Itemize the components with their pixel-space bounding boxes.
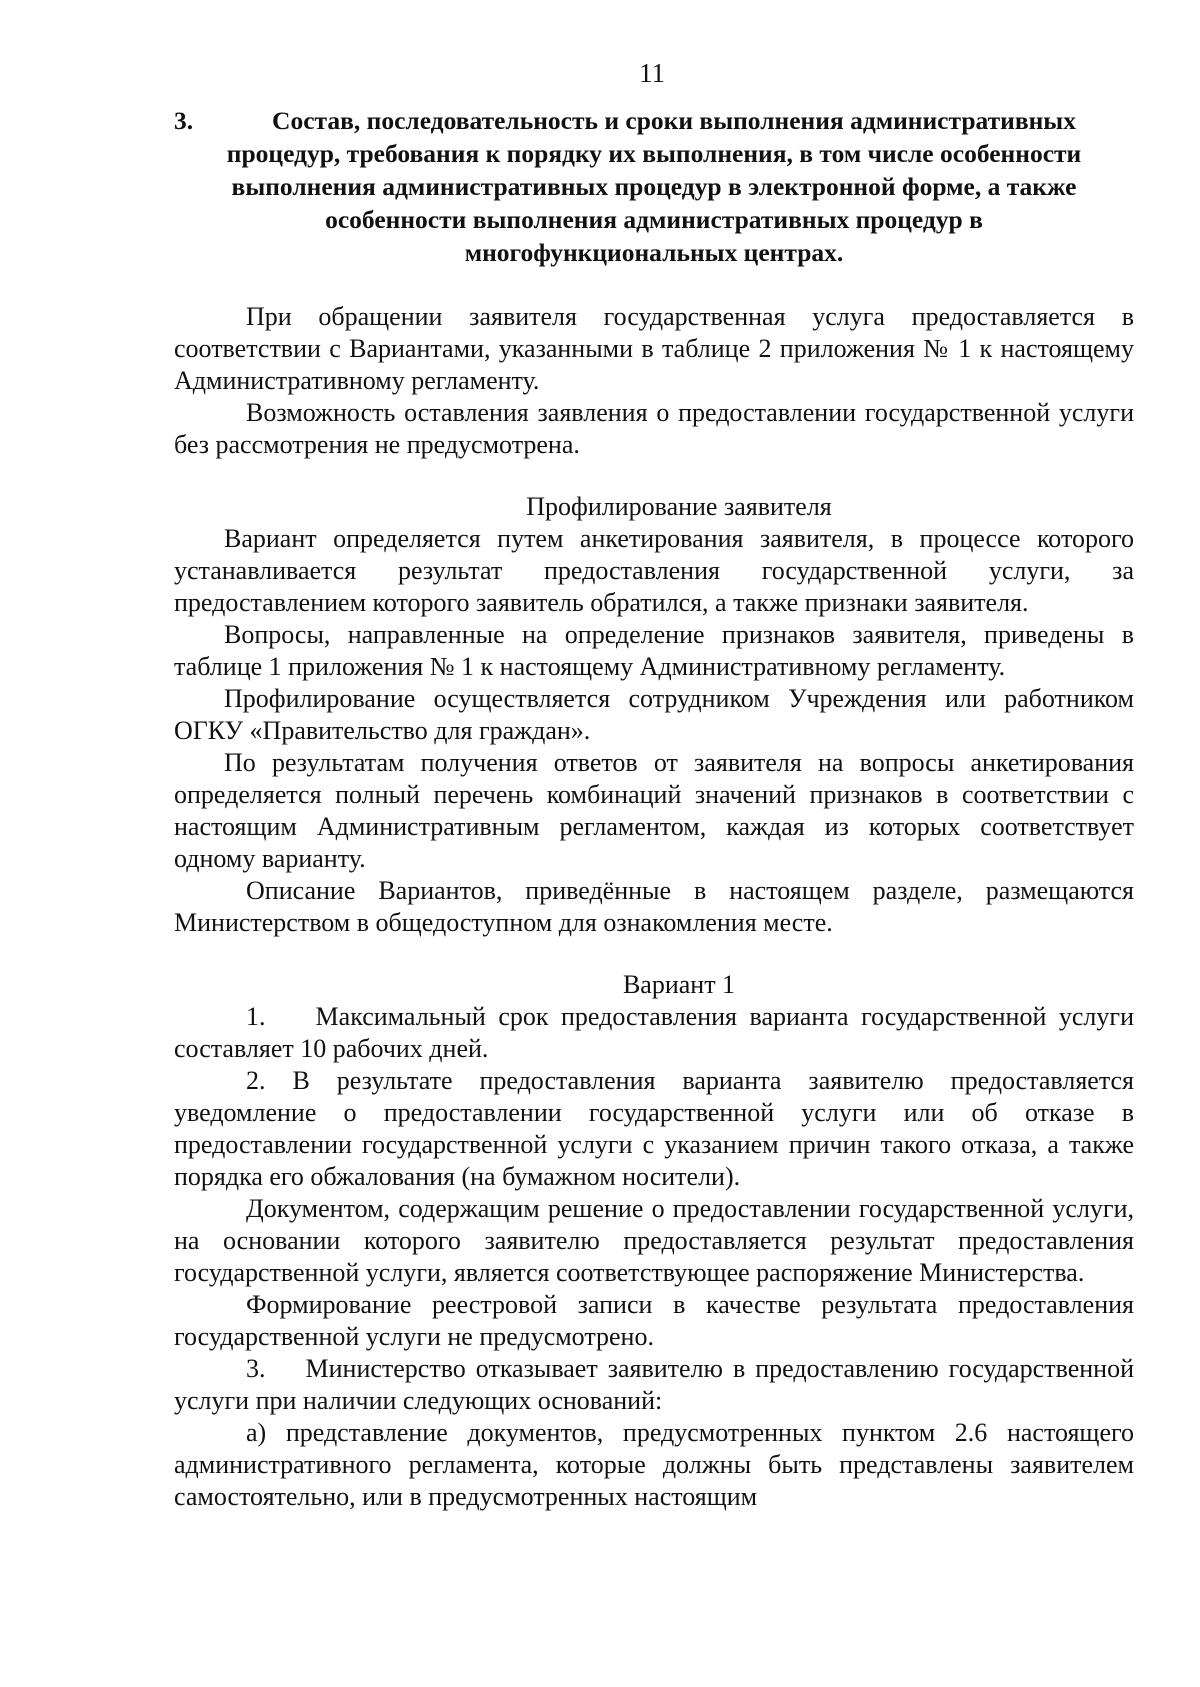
variant-paragraph: Документом, содержащим решение о предоставлении государственной услуги, на основании которого заявителю предоставляется результат предоставления государственной услуги, является соответствующее распоряжение Министерства.	[174, 1194, 1134, 1287]
profiling-paragraph: Вопросы, направленные на определение признаков заявителя, приведены в таблице 1 приложения № 1 к настоящему Административному регламенту.	[174, 620, 1134, 681]
profiling-paragraph: Профилирование осуществляется сотрудником Учреждения или работником ОГКУ «Правительство для граждан».	[174, 684, 1134, 745]
profiling-paragraph: Описание Вариантов, приведённые в настоящем разделе, размещаются Министерством в общедоступном для ознакомления месте.	[174, 876, 1134, 937]
section-heading	[174, 104, 1134, 269]
intro-paragraph: Возможность оставления заявления о предоставлении государственной услуги без рассмотрения не предусмотрена.	[174, 398, 1134, 459]
variant-paragraph: 1. Максимальный срок предоставления варианта государственной услуги составляет 10 рабочих дней.	[174, 1002, 1134, 1063]
page-number: 11	[639, 58, 665, 88]
variant-paragraph: 2. В результате предоставления варианта заявителю предоставляется уведомление о предоставлении государственной услуги или об отказе в предоставлении государственной услуги с указанием причин такого отказа, а также порядка его обжалования (на бумажном носители).	[174, 1066, 1134, 1191]
profiling-paragraph: Вариант определяется путем анкетирования заявителя, в процессе которого устанавливается результат предоставления государственной услуги, за предоставлением которого заявитель обратился, а также признаки заявителя.	[174, 524, 1134, 617]
variant-paragraph: а) представление документов, предусмотренных пунктом 2.6 настоящего административного регламента, которые должны быть представлены заявителем самостоятельно, или в предусмотренных настоящим	[174, 1418, 1134, 1511]
section-title-line: выполнения административных процедур в электронной форме, а также	[231, 172, 1077, 201]
profiling-heading: Профилирование заявителя	[526, 492, 832, 521]
variant-paragraph: 3. Министерство отказывает заявителю в предоставлению государственной услуги при наличии следующих оснований:	[174, 1354, 1134, 1415]
section-title-line: процедур, требования к порядку их выполнения, в том числе особенности	[226, 139, 1082, 168]
variant-paragraph: Формирование реестровой записи в качестве результата предоставления государственной услуги не предусмотрено.	[174, 1290, 1134, 1351]
section-number: 3.	[174, 106, 194, 135]
intro-paragraph: При обращении заявителя государственная услуга предоставляется в соответствии с Вариантами, указанными в таблице 2 приложения № 1 к настоящему Административному регламенту.	[174, 302, 1134, 395]
variant-heading: Вариант 1	[622, 970, 736, 999]
section-title-line: многофункциональных центрах.	[464, 238, 844, 267]
section-title-line: Состав, последовательность и сроки выполнения административных	[272, 106, 1076, 135]
section-title-line: особенности выполнения административных процедур в	[325, 205, 983, 234]
profiling-paragraph: По результатам получения ответов от заявителя на вопросы анкетирования определяется полный перечень комбинаций значений признаков в соответствии с настоящим Административным регламентом, каждая из которых соответствует одному варианту.	[174, 748, 1134, 873]
page-content	[174, 104, 1134, 1513]
